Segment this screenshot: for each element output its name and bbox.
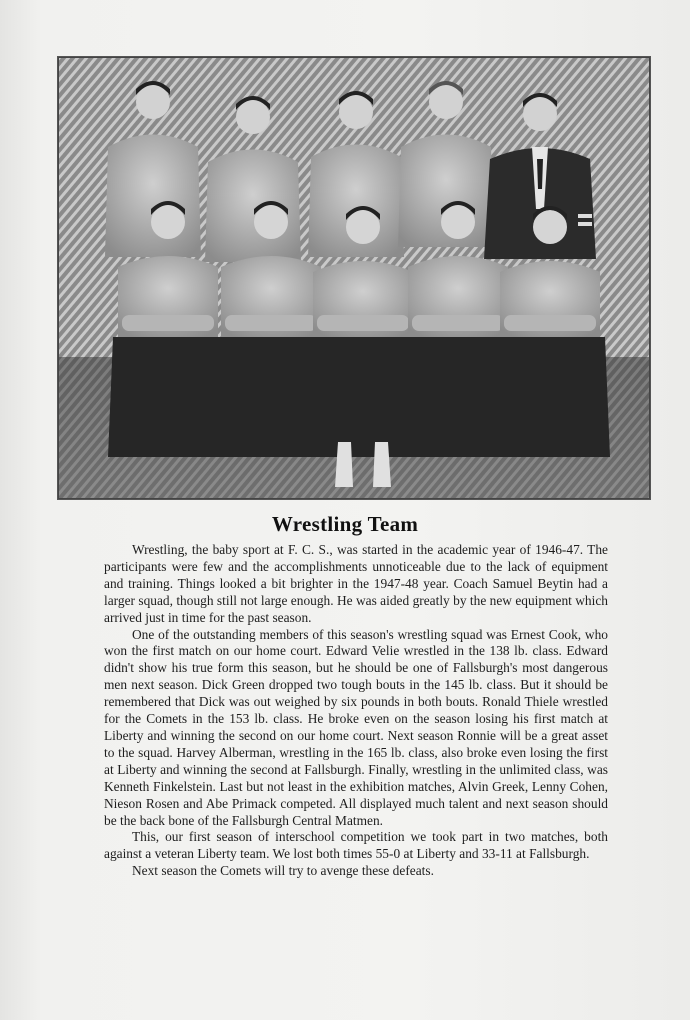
paragraph: One of the outstanding members of this season's wrestling squad was Ernest Cook, who won the first match on our home court. Edward Velie wrestled in the 138 lb. class. Edward didn't show his true form this season, but he should be one of Fallsburgh's most dangerous men next season. Dick Green dropped two tough bouts in the 145 lb. class. But it should be remembered that Dick was out weighed by six pounds in both bouts. Ronald Thiele wrestled for the Comets in the 153 lb. class. He broke even on the season losing his first match at Liberty and winning the second on our home court. Next season Ronnie will be a great asset to the squad. Harvey Alberman, wrestling in the 165 lb. class, also broke even losing the first at Liberty and winning the second at Fallsburgh. Finally, wrestling in the unlimited class, was Kenneth Finkelstein. Last but not least in the exhibition matches, Alvin Greek, Lenny Cohen, Nieson Rosen and Abe Primack competed. All displayed much talent and next season should be the back bone of the Fallsburgh Central Matmen. bbox=[104, 626, 608, 828]
article-body bbox=[104, 542, 608, 880]
article-title: Wrestling Team bbox=[271, 512, 419, 536]
paragraph: This, our first season of interschool competition we took part in two matches, both against a veteran Liberty team. We lost both times 55-0 at Liberty and 33-11 at Fallsburgh. bbox=[104, 829, 608, 862]
paragraph: Next season the Comets will try to avenge these defeats. bbox=[132, 863, 434, 879]
paragraph: Wrestling, the baby sport at F. C. S., was started in the academic year of 1946-47. The participants were few and the accomplishments unnoticeable due to the lack of equipment and training. Things looked a bit brighter in the 1947-48 year. Coach Samuel Beytin had a larger squad, though still not large enough. He was aided greatly by the new equipment which arrived just in time for the past season. bbox=[104, 542, 608, 625]
team-photo bbox=[58, 57, 650, 499]
